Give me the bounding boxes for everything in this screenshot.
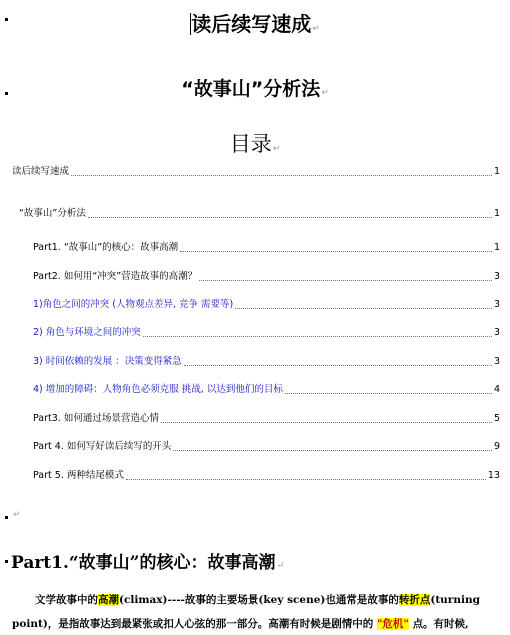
toc-leader [180, 250, 492, 252]
toc-entry-label: Part3. 如何通过场景营造心情 [33, 413, 159, 424]
toc-leader [285, 392, 492, 394]
paragraph-mark: ↵ [321, 88, 329, 98]
paragraph-mark: ↵ [13, 510, 21, 520]
paragraph-mark: ↵ [272, 144, 281, 154]
toc-page-number: 1 [493, 242, 500, 253]
paragraph-bullet [5, 560, 8, 563]
toc-entry-label: Part 4. 如何写好读后续写的开头 [33, 441, 172, 452]
toc-entry[interactable] [33, 299, 500, 311]
toc-entry[interactable] [33, 356, 500, 368]
toc-entry[interactable] [19, 208, 500, 220]
toc-page-number: 1 [493, 166, 500, 177]
toc-entry[interactable] [33, 327, 500, 339]
toc-page-number: 4 [493, 384, 500, 395]
toc-entry[interactable] [12, 166, 500, 178]
toc-entry[interactable] [33, 441, 500, 453]
toc-entry-label: 4) 增加的障碍：人物角色必须克服 挑战, 以达到他们的目标 [33, 384, 283, 395]
toc-page-number: 3 [493, 271, 500, 282]
toc-leader [71, 174, 492, 176]
toc-leader [161, 421, 492, 423]
paragraph-mark: ↵ [312, 24, 320, 34]
toc-page-number: 3 [493, 356, 500, 367]
toc-entry-label: Part1. “故事山”的核心：故事高潮 [33, 242, 179, 253]
toc-entry-label: Part 5. 两种结尾模式 [33, 470, 124, 481]
toc-entry-label: 3) 时间依赖的发展 ：决策变得紧急 [33, 356, 182, 367]
toc-leader [235, 307, 492, 309]
toc-leader [173, 449, 492, 451]
toc-leader [199, 279, 492, 281]
toc-heading: 目录↵ [229, 132, 281, 156]
body-paragraph-line: 文学故事中的高潮(climax)----故事的主要场景(key scene)也通常是故事的转折点(turning [35, 594, 480, 606]
toc-page-number: 3 [493, 299, 500, 310]
toc-entry-label: 1)角色之间的冲突 (人物观点差异, 竞争 需要等) [33, 299, 234, 310]
toc-entry-label: 2) 角色与环境之间的冲突 [33, 327, 141, 338]
toc-leader [126, 478, 486, 480]
section-heading: Part1.“故事山”的核心：故事高潮↵ [11, 553, 285, 573]
toc-entry[interactable] [33, 384, 500, 396]
toc-entry[interactable] [33, 242, 500, 254]
body-paragraph-line: point)，是指故事达到最紧张或扣人心弦的那一部分。高潮有时候是剧情中的 "危机" 点。有时候, [12, 618, 469, 630]
toc-entry[interactable] [33, 470, 500, 482]
toc-page-number: 9 [493, 441, 500, 452]
toc-page-number: 13 [487, 470, 500, 481]
document-title: 读后续写速成↵ [191, 12, 320, 36]
toc-leader [184, 364, 492, 366]
toc-entry-label: Part2. 如何用“冲突”营造故事的高潮？ [33, 271, 198, 282]
toc-entry-label: 读后续写速成 [12, 166, 70, 177]
paragraph-bullet [5, 516, 8, 519]
toc-page-number: 3 [493, 327, 500, 338]
paragraph-mark: ↵ [276, 561, 285, 571]
document-subtitle: “故事山”分析法↵ [181, 78, 329, 100]
toc-leader [88, 216, 492, 218]
highlighted-term: 转折点 [398, 594, 431, 606]
toc-leader [143, 335, 492, 337]
toc-entry-label: “故事山”分析法 [19, 208, 86, 219]
highlighted-term: 高潮 [98, 594, 119, 606]
highlighted-term: "危机" [376, 618, 409, 630]
toc-entry[interactable] [33, 271, 500, 283]
toc-page-number: 5 [493, 413, 500, 424]
toc-entry[interactable] [33, 413, 500, 425]
toc-page-number: 1 [493, 208, 500, 219]
